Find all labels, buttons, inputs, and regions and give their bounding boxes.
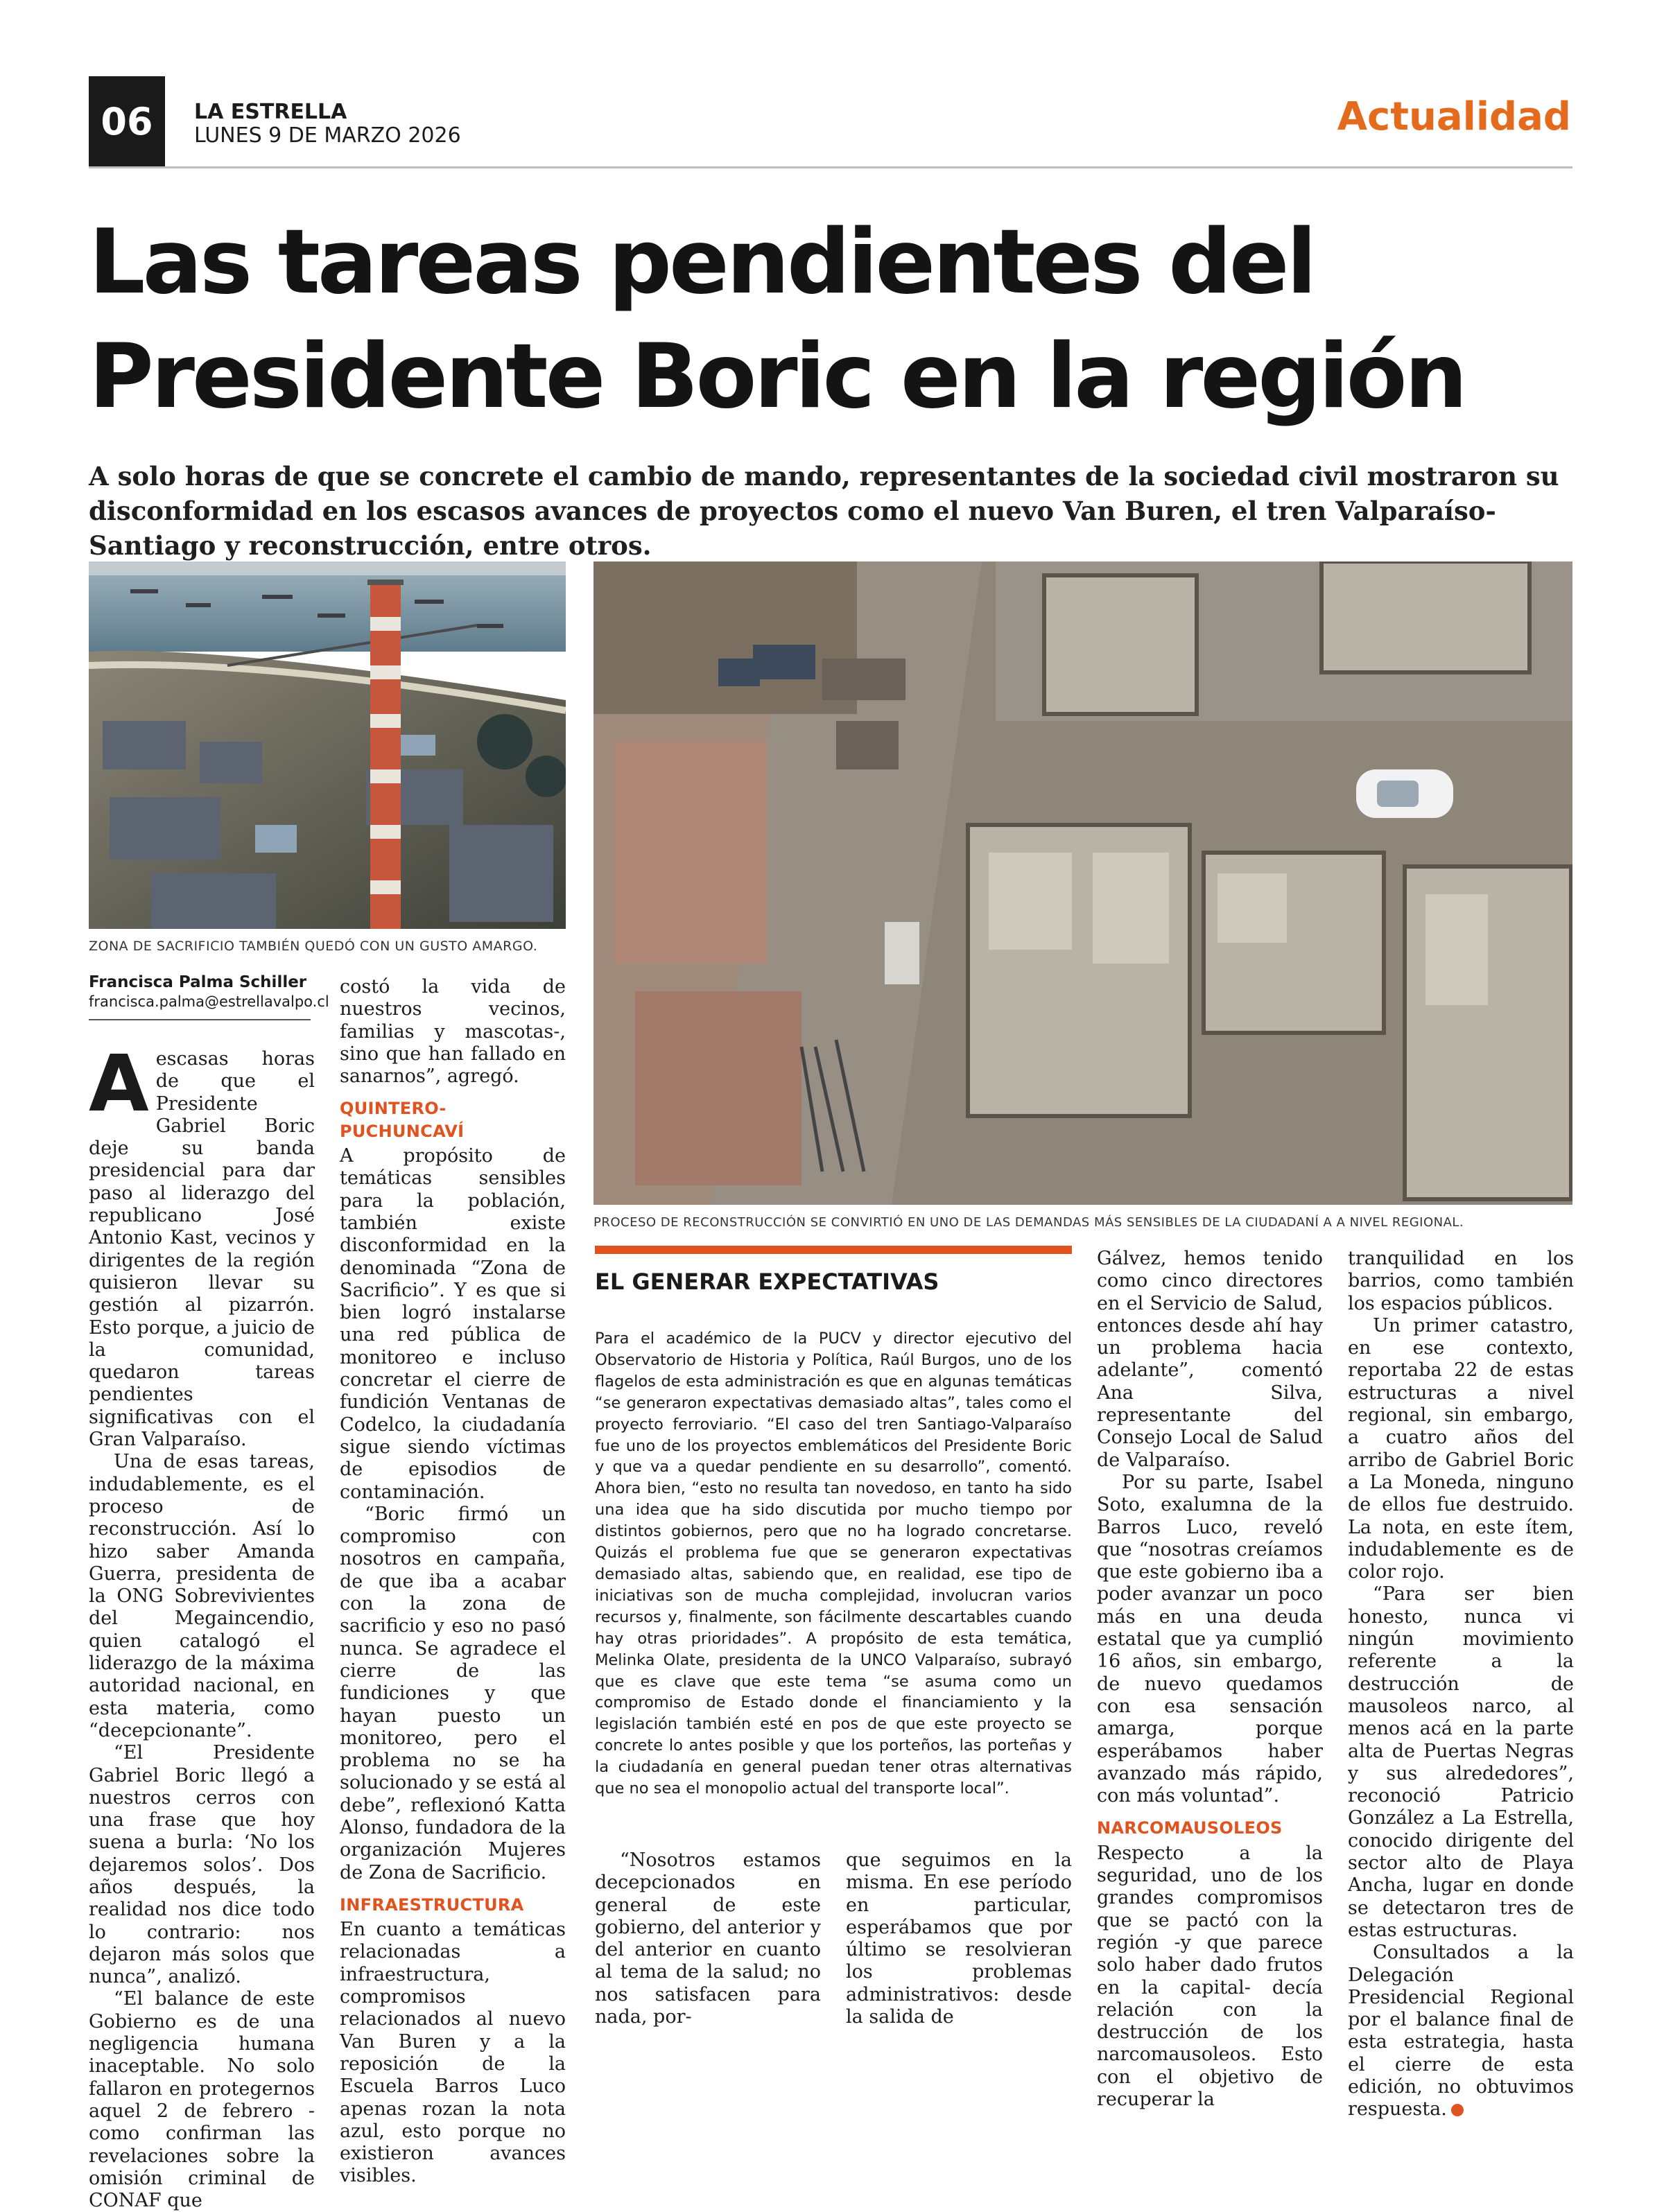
subhead-narcomausoleos: NARCOMAUSOLEOS bbox=[1097, 1818, 1283, 1838]
paragraph: A propósito de temáticas sensibles para la población, también existe disconformidad en la denominada “Zona de Sacrificio”. Y es que si bien logró instalarse una red pública de monitoreo e incluso concretar el cierre de fundición Ventanas de Codelco, la ciudadanía sigue siendo víctimas de episodios de contaminación. bbox=[340, 1145, 566, 1503]
paragraph: tranquilidad en los barrios, como también los espacios públicos. bbox=[1348, 1248, 1574, 1314]
left-photo-caption: ZONA DE SACRIFICIO TAMBIÉN QUEDÓ CON UN GUSTO AMARGO. bbox=[89, 939, 538, 954]
deck: A solo horas de que se concrete el cambio de mando, representantes de la sociedad civil mostraron su disconformidad en los escasos avances de proyectos como el nuevo Van Buren, el tren Valparaíso-Santiago y reconstrucción, entre otros. bbox=[89, 461, 1559, 561]
subhead-infraestructura: INFRAESTRUCTURA bbox=[340, 1895, 524, 1915]
smokestack-photo bbox=[89, 561, 566, 929]
paragraph: “Nosotros estamos decepcionados en general de este gobierno, del anterior y del anterior en cuanto al tema de la salud; no nos satisfacen para nada, por- bbox=[595, 1849, 821, 2028]
paragraph: Un primer catastro, en ese contexto, reportaba 22 de estas estructuras a nivel regional, sin embargo, a cuatro años del arribo de Gabriel Boric a La Moneda, ninguno de ellos fue destruido. La nota, en este ítem, indudablemente es de color rojo. bbox=[1348, 1314, 1574, 1583]
paragraph: costó la vida de nuestros vecinos, familias y mascotas-, sino que han fallado en sanarnos”, agregó. bbox=[340, 976, 566, 1088]
paragraph: que seguimos en la misma. En ese período en particular, esperábamos que por último se resolvieran los problemas administrativos: desde la salida de bbox=[846, 1849, 1072, 2028]
sidebar-title: EL GENERAR EXPECTATIVAS bbox=[595, 1269, 939, 1295]
sidebar-text: Para el académico de la PUCV y director ejecutivo del Observatorio de Historia y Política, Raúl Burgos, uno de los flagelos de esta administración es que en algunas temáticas “se generaron expectativas demasiado altas”, tales como el proyecto ferroviario. “El caso del tren Santiago-Valparaíso fue uno de los proyectos emblemáticos del Presidente Boric y que va a quedar pendiente en su desarrollo”, comentó. Ahora bien, “esto no resulta tan novedoso, en tanto ha sido una idea que ha sido discutida por mucho tiempo por distintos gobiernos, pero que no ha logrado concretarse. Quizás el problema fue que se generaron expectativas demasiado altas, sabiendo que, en realidad, ese tipo de iniciativas son de mucha complejidad, involucran varios recursos y, finalmente, son fácilmente descartables cuando hay otras prioridades”. A propósito de esta temática, Melinka Olate, presidenta de la UNCO Valparaíso, subrayó que es clave que este tema “se asuma como un compromiso de Estado donde el financiamiento y la legislación también esté en pos de que este proyecto se concrete lo antes posible y que los porteños, las porteñas y la ciudadanía en general puedan tener otras alternativas que no sea el monopolio actual del transporte local”. bbox=[595, 1330, 1072, 1798]
paragraph: “El balance de este Gobierno es de una negligencia humana inaceptable. No solo fallaron en protegernos aquel 2 de febrero - como confirman las revelaciones sobre la omisión criminal de CONAF que bbox=[89, 1988, 315, 2212]
body-column-1 bbox=[89, 1039, 315, 2212]
paragraph: Respecto a la seguridad, uno de los grandes compromisos que se pactó con la región -y que parece solo haber dado frutos en la capital- decía relación con la destrucción de los narcomausoleos. Esto con el objetivo de recuperar la bbox=[1097, 1842, 1323, 2110]
page-number: 06 bbox=[89, 76, 165, 166]
body-column-5 bbox=[1097, 1248, 1323, 2111]
sidebar-accent-rule bbox=[595, 1246, 1072, 1254]
paragraph: “Para ser bien honesto, nunca vi ningún movimiento referente a la destrucción de mausoleos narco, al menos acá en la parte alta de Puertas Negras y sus alrededores”, reconoció Patricio González a La Estrella, conocido dirigente del sector alto de Playa Ancha, lugar en donde se detectaron tres de estas estructuras. bbox=[1348, 1583, 1574, 1941]
end-of-article-icon bbox=[1451, 2104, 1464, 2116]
paragraph-final bbox=[1348, 1942, 1574, 2120]
subhead-quintero: QUINTERO-PUCHUNCAVÍ bbox=[340, 1099, 465, 1141]
issue-date: LUNES 9 DE MARZO 2026 bbox=[194, 123, 461, 148]
paragraph: Gálvez, hemos tenido como cinco directores en el Servicio de Salud, entonces desde ahí hay un problema hacia adelante”, comentó Ana Silva, representante del Consejo Local de Salud de Valparaíso. bbox=[1097, 1248, 1323, 1471]
body-column-3 bbox=[595, 1849, 821, 2028]
body-column-2 bbox=[340, 976, 566, 2188]
paragraph: Por su parte, Isabel Soto, exalumna de la Barros Luco, reveló que “nosotras creíamos que este gobierno iba a poder avanzar un poco más en una deuda estatal que ya cumplió 16 años, sin embargo, de nuevo quedamos con esa sensación amarga, porque esperábamos haber avanzado más rápido, con más voluntad”. bbox=[1097, 1471, 1323, 1807]
aerial-photo-illustration bbox=[593, 561, 1572, 1205]
paragraph: Una de esas tareas, indudablemente, es el proceso de reconstrucción. Así lo hizo saber Amanda Guerra, presidenta de la ONG Sobrevivientes del Megaincendio, quien catalogó el liderazgo de la máxima autoridad nacional, en esta materia, como “decepcionante”. bbox=[89, 1451, 315, 1741]
header-rule bbox=[89, 166, 1572, 168]
paragraph-final-text: Consultados a la Delegación Presidencial Regional por el balance final de esta estrategia, hasta el cierre de esta edición, no obtuvimos respuesta. bbox=[1348, 1942, 1574, 2120]
byline-email[interactable]: francisca.palma@estrellavalpo.cl bbox=[89, 993, 329, 1010]
right-photo-caption: PROCESO DE RECONSTRUCCIÓN SE CONVIRTIÓ EN UNO DE LAS DEMANDAS MÁS SENSIBLES DE LA CIUDADANÍ A A NIVEL REGIONAL. bbox=[593, 1215, 1464, 1230]
byline-rule bbox=[89, 1019, 311, 1020]
section-label: Actualidad bbox=[1337, 94, 1571, 139]
body-column-4 bbox=[846, 1849, 1072, 2028]
paragraph: “Boric firmó un compromiso con nosotros en campaña, de que iba a acabar con la zona de sacrificio y eso no pasó nunca. Se agradece el cierre de las fundiciones y que hayan puesto un monitoreo, pero el problema no se ha solucionado y se está al debe”, reflexionó Katta Alonso, fundadora de la organización Mujeres de Zona de Sacrificio. bbox=[340, 1503, 566, 1883]
byline-name: Francisca Palma Schiller bbox=[89, 973, 307, 991]
body-column-6 bbox=[1348, 1248, 1574, 2121]
smokestack-photo-illustration bbox=[89, 561, 566, 929]
reconstruction-aerial-photo bbox=[593, 561, 1572, 1205]
newspaper-name: LA ESTRELLA bbox=[194, 100, 347, 124]
paragraph: En cuanto a temáticas relacionadas a infraestructura, compromisos relacionados al nuevo Van Buren y a la reposición de la Escuela Barros Luco apenas rozan la nota azul, esto porque no existieron avances visibles. bbox=[340, 1919, 566, 2187]
headline: Las tareas pendientes del Presidente Boric en la región bbox=[89, 211, 1465, 428]
drop-cap: A bbox=[89, 1039, 149, 1129]
paragraph: “El Presidente Gabriel Boric llegó a nuestros cerros con una frase que hoy suena a burla: ‘No los dejaremos solos’. Dos años después, la realidad nos dice todo lo contrario: nos dejaron más solos que nunca”, analizó. bbox=[89, 1742, 315, 1988]
paragraph: escasas horas de que el Presidente Gabriel Boric deje su banda presidencial para dar paso al liderazgo del republicano José Antonio Kast, vecinos y dirigentes de la región quisieron llevar su gestión al pizarrón. Esto porque, a juicio de la comunidad, quedaron tareas pendientes significativas con el Gran Valparaíso. bbox=[89, 1048, 315, 1451]
